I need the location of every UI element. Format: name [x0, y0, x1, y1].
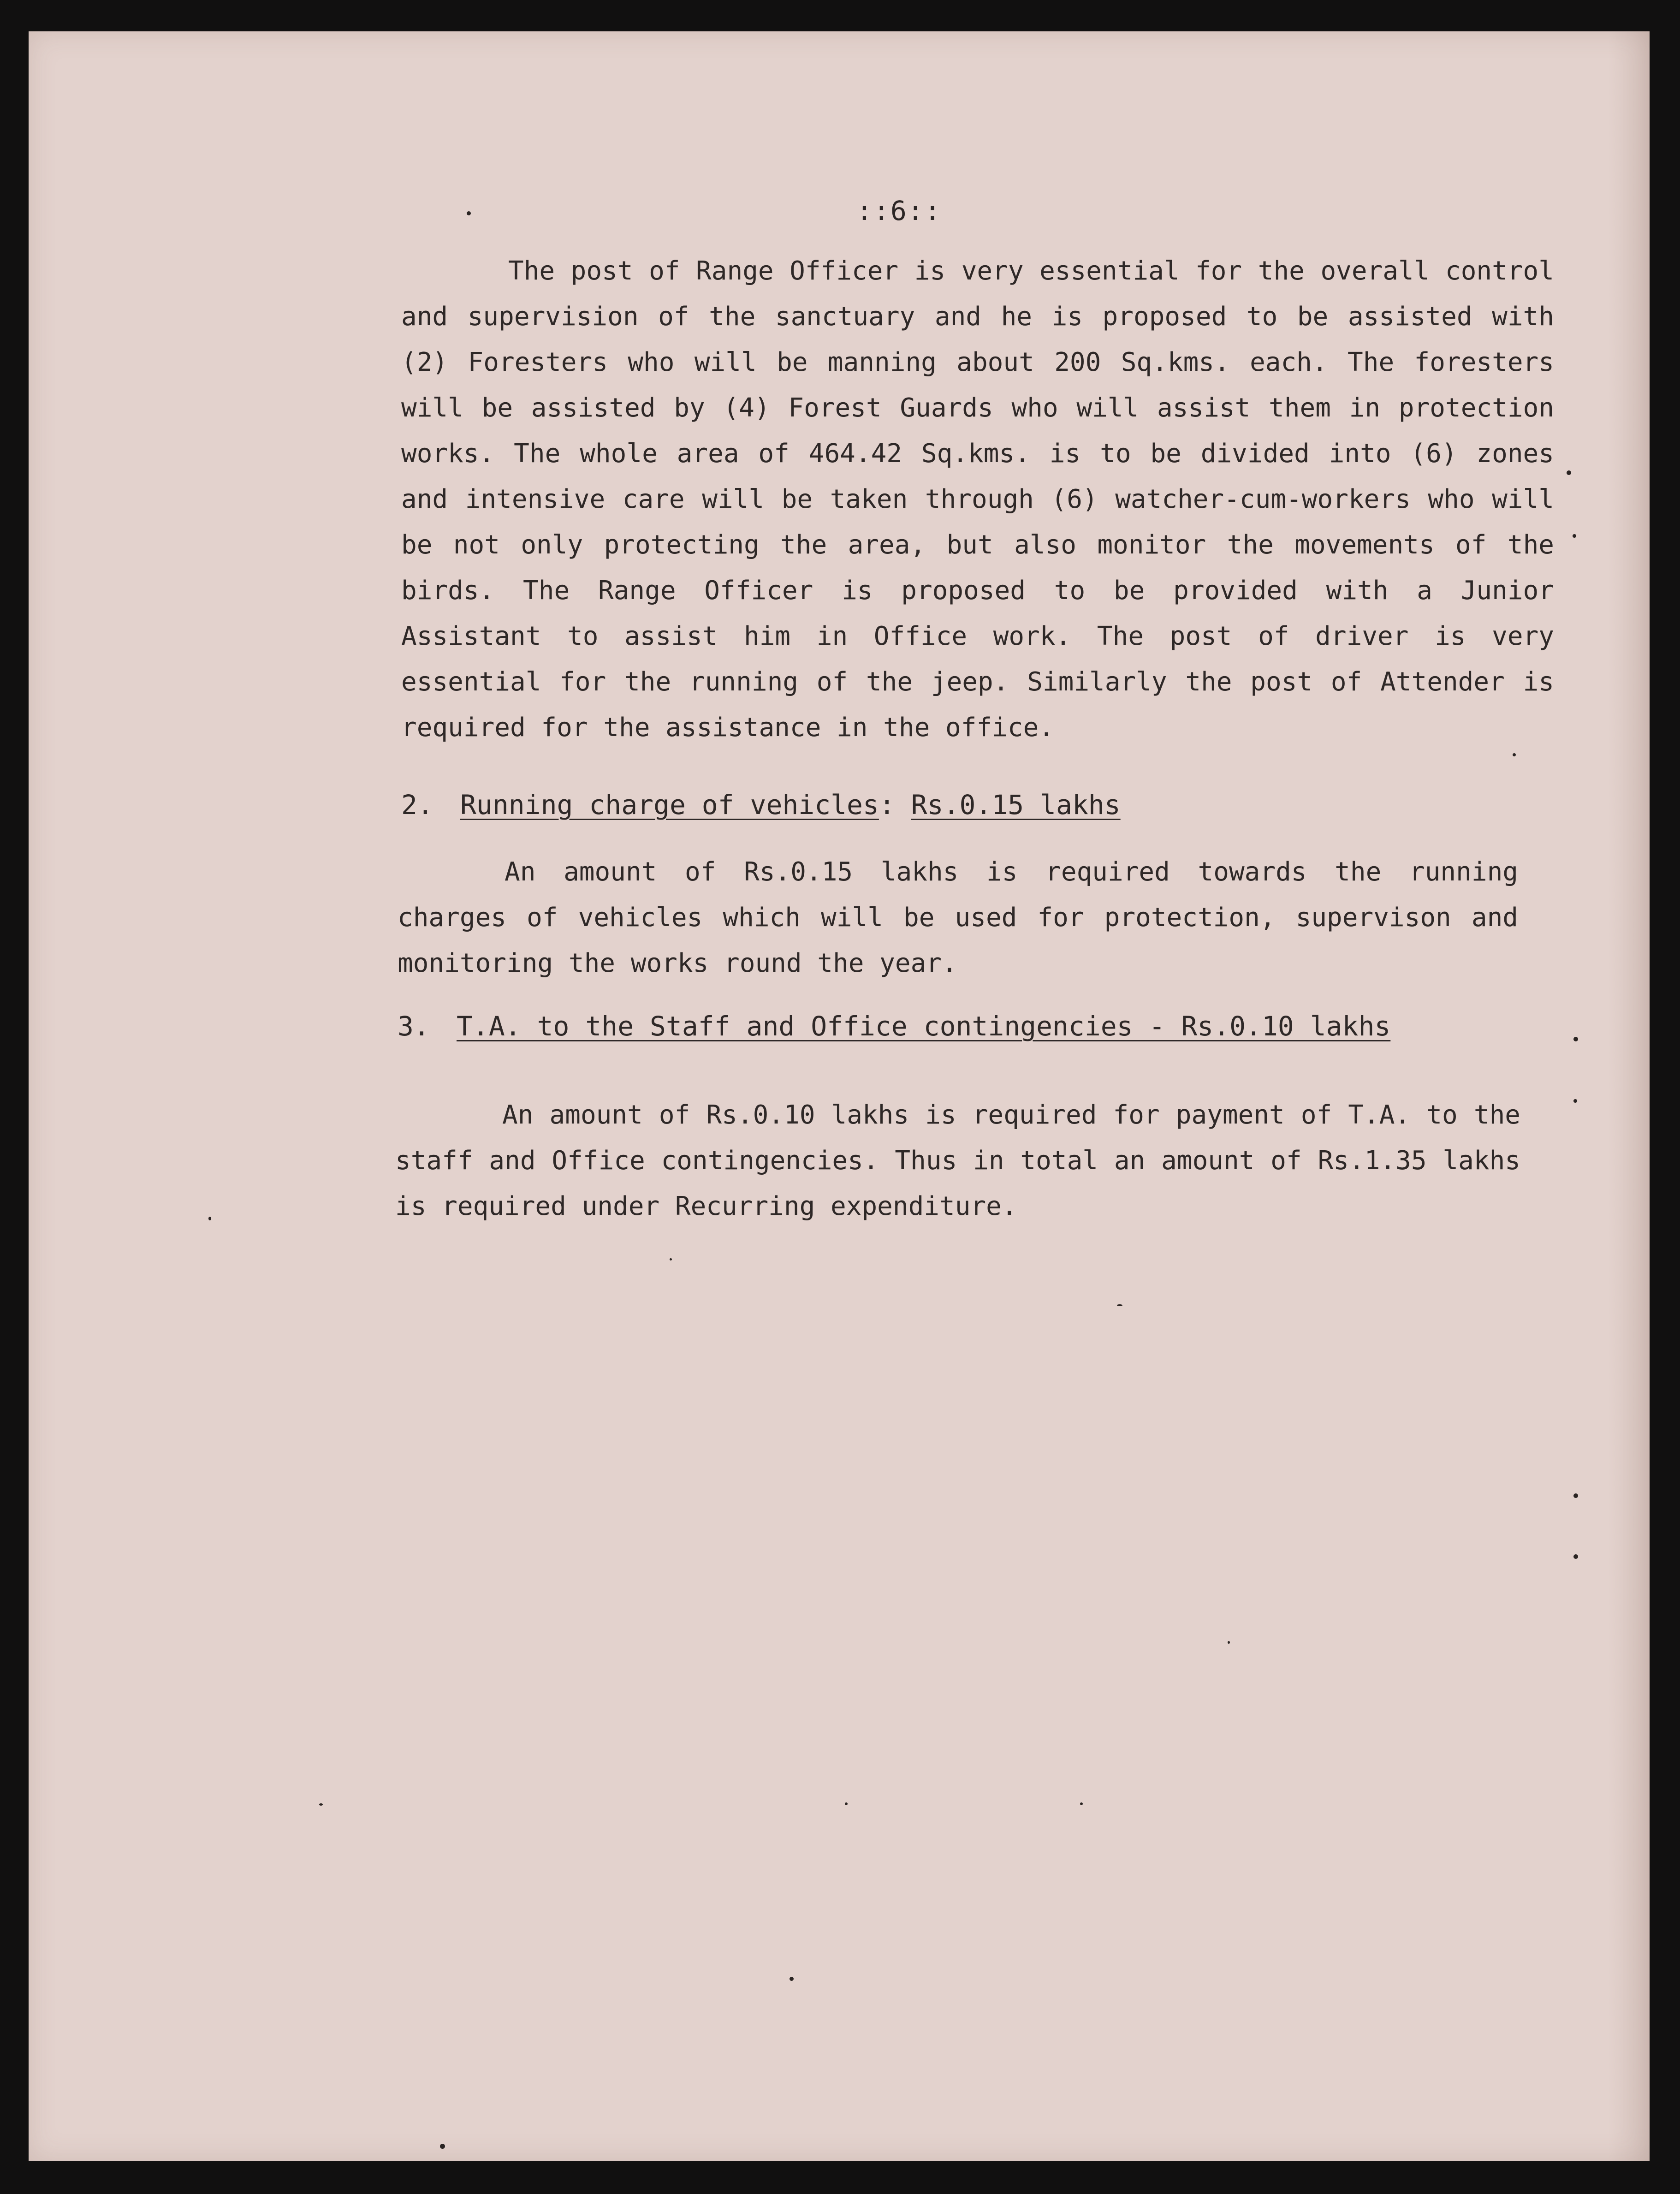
section-amount: Rs.0.15 lakhs [911, 789, 1121, 821]
paper-speck [1117, 1304, 1122, 1306]
paper-speck [1228, 1641, 1230, 1644]
paper-speck [208, 1217, 211, 1220]
paper-speck [1567, 470, 1571, 475]
section-title: T.A. to the Staff and Office contingencies - Rs.0.10 lakhs [457, 1011, 1391, 1042]
section-separator: : [879, 789, 895, 821]
paper-speck [319, 1803, 323, 1806]
document-page [29, 31, 1650, 2161]
paper-speck [845, 1802, 848, 1805]
paragraph-ta-contingencies: An amount of Rs.0.10 lakhs is required for payment of T.A. to the staff and Office contingencies. Thus in total an amount of Rs.1.35 lakhs is required under Recurring expenditure. [395, 1100, 1520, 1221]
page-number: ::6:: [856, 195, 942, 226]
paper-speck [1573, 1037, 1578, 1041]
paper-speck [1573, 1554, 1578, 1559]
section-title: Running charge of vehicles [460, 789, 879, 821]
paper-speck [1573, 534, 1576, 538]
section-number: 2. [401, 789, 433, 821]
section-number: 3. [398, 1011, 430, 1042]
paper-speck [1080, 1802, 1083, 1805]
paper-speck [440, 2144, 445, 2149]
paper-speck [1573, 1099, 1577, 1103]
paragraph-running-charges: An amount of Rs.0.15 lakhs is required towards the running charges of vehicles which will be used for protection, supervison and monitoring the works round the year. [398, 857, 1518, 978]
paragraph-range-officer-staffing: The post of Range Officer is very essential for the overall control and supervision of the sanctuary and he is proposed to be assisted with (2) Foresters who will be manning about 200 Sq.kms. each. The foresters will be assisted by (4) Forest Guards who will assist them in protection works. The whole area of 464.42 Sq.kms. is to be divided into (6) zones and intensive care will be taken through (6) watcher-cum-workers who will be not only protecting the area, but also monitor the movements of the birds. The Range Officer is proposed to be provided with a Junior Assistant to assist him in Office work. The post of driver is very essential for the running of the jeep. Similarly the post of Attender is required for the assistance in the office. [401, 256, 1554, 743]
paper-speck [790, 1977, 794, 1981]
paper-speck [670, 1258, 672, 1261]
section-heading-running-charge [401, 789, 1121, 821]
paper-speck [1513, 753, 1516, 756]
section-heading-ta-contingencies [398, 1010, 1390, 1042]
paper-speck [467, 211, 471, 215]
paper-speck [1573, 1493, 1578, 1498]
